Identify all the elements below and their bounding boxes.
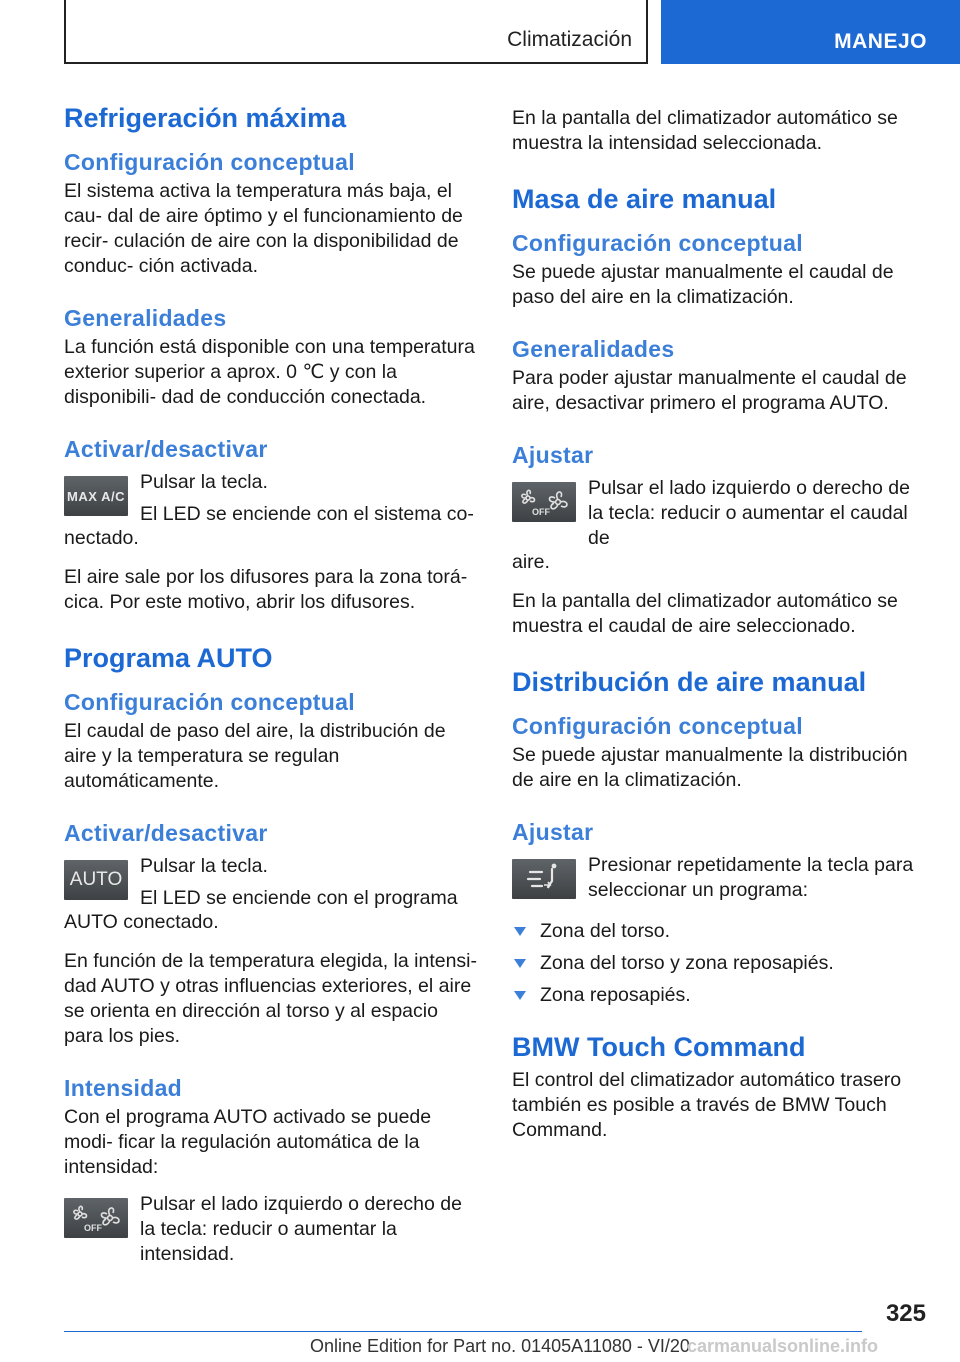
- paragraph-pulsar-1: Pulsar la tecla.: [140, 471, 268, 493]
- paragraph-funcion-temperatura: En función de la temperatura elegida, la intensi- dad AUTO y otras influencias exteriores, el aire se orienta en dirección al torso y al espacio para los pies.: [64, 950, 478, 1047]
- list-item-text: Zona del torso.: [540, 920, 671, 942]
- right-column: [512, 101, 928, 1143]
- paragraph-pulsar-lado-2: Pulsar el lado izquierdo o derecho de la tecla: reducir o aumentar el caudal de: [588, 477, 910, 549]
- max-ac-key-label: MAX A/C: [67, 488, 125, 504]
- header-section-title: Climatización: [507, 28, 632, 51]
- key-row-maxac: [64, 470, 480, 527]
- key-row-fan-2: [512, 476, 928, 551]
- paragraph-configuracion-4: Se puede ajustar manualmente la distribución de aire en la climatización.: [512, 744, 908, 791]
- page-number: 325: [885, 1300, 926, 1327]
- fan-key-icon-2: [512, 482, 576, 522]
- paragraph-configuracion-3: Se puede ajustar manualmente el caudal de paso del aire en la climatización.: [512, 261, 894, 308]
- subheading-configuracion-3: Configuración conceptual: [512, 230, 803, 256]
- list-item: [512, 983, 928, 1008]
- fan-key-off-label-2: OFF: [532, 507, 550, 517]
- paragraph-configuracion-1: El sistema activa la temperatura más baja, el cau- dal de aire óptimo y el funcionamiento de recir- culación de aire con la disponibilidad de conduc- ción activada.: [64, 180, 463, 277]
- paragraph-pantalla-1: En la pantalla del climatizador automático se muestra la intensidad seleccionada.: [512, 107, 898, 154]
- heading-distribucion-aire: Distribución de aire manual: [512, 667, 867, 697]
- subheading-configuracion-1: Configuración conceptual: [64, 149, 355, 175]
- air-distribution-icon: [512, 859, 576, 899]
- subheading-generalidades-2: Generalidades: [512, 336, 675, 362]
- subheading-configuracion-2: Configuración conceptual: [64, 689, 355, 715]
- paragraph-touch-command: El control del climatizador automático trasero también es posible a través de BMW Touch Command.: [512, 1069, 902, 1141]
- paragraph-led-1: El LED se enciende con el sistema co-: [140, 503, 474, 525]
- key-row-auto: [64, 854, 480, 911]
- paragraph-pulsar-2: Pulsar la tecla.: [140, 855, 268, 877]
- subheading-ajustar-1: Ajustar: [512, 442, 594, 468]
- subheading-ajustar-2: Ajustar: [512, 819, 594, 845]
- list-item-text: Zona reposapiés.: [540, 984, 691, 1006]
- paragraph-led-2-cont: AUTO conectado.: [64, 911, 219, 933]
- footer-divider: [64, 1331, 862, 1332]
- paragraph-led-1-cont: nectado.: [64, 527, 139, 549]
- fan-icon: [512, 482, 576, 522]
- auto-key-label: AUTO: [69, 869, 123, 890]
- fan-icon: [64, 1198, 128, 1238]
- key-row-fan-1: [64, 1192, 480, 1267]
- paragraph-aire-difusores: El aire sale por los difusores para la zona torá- cica. Por este motivo, abrir los difusores.: [64, 566, 468, 613]
- max-ac-key-icon: [64, 476, 128, 516]
- paragraph-generalidades-1: La función está disponible con una temperatura exterior superior a aprox. 0 ℃ y con la disponibili- dad de conducción conectada.: [64, 336, 475, 408]
- heading-refrigeracion-maxima: Refrigeración máxima: [64, 103, 347, 133]
- subheading-generalidades-1: Generalidades: [64, 305, 227, 331]
- fan-key-icon: [64, 1198, 128, 1238]
- heading-bmw-touch-command: BMW Touch Command: [512, 1032, 806, 1062]
- heading-programa-auto: Programa AUTO: [64, 643, 273, 673]
- subheading-activar-2: Activar/desactivar: [64, 820, 268, 846]
- paragraph-presionar: Presionar repetidamente la tecla para seleccionar un programa:: [588, 854, 914, 901]
- auto-key-icon: [64, 860, 128, 900]
- subheading-configuracion-4: Configuración conceptual: [512, 713, 803, 739]
- paragraph-pulsar-lado-2-cont: aire.: [512, 551, 550, 573]
- left-column: [64, 101, 480, 1274]
- triangle-bullet-icon: [514, 991, 526, 1000]
- footer-watermark: carmanualsonline.info: [687, 1336, 879, 1356]
- list-item: [512, 919, 928, 944]
- triangle-bullet-icon: [514, 959, 526, 968]
- footer-edition: Online Edition for Part no. 01405A11080 - VI/20: [310, 1336, 690, 1356]
- paragraph-led-2: El LED se enciende con el programa: [140, 887, 458, 909]
- air-distribution-key-icon: [512, 859, 576, 899]
- fan-key-off-label: OFF: [84, 1223, 102, 1233]
- paragraph-intensidad: Con el programa AUTO activado se puede modi- ficar la regulación automática de la intensidad:: [64, 1106, 432, 1178]
- header-section-box: [64, 0, 648, 64]
- subheading-activar-1: Activar/desactivar: [64, 436, 268, 462]
- paragraph-configuracion-2: El caudal de paso del aire, la distribución de aire y la temperatura se regulan automáticamente.: [64, 720, 446, 792]
- list-item: [512, 951, 928, 976]
- header-chapter-title: MANEJO: [834, 30, 927, 53]
- paragraph-pantalla-2: En la pantalla del climatizador automático se muestra el caudal de aire seleccionado.: [512, 590, 898, 637]
- triangle-bullet-icon: [514, 927, 526, 936]
- subheading-intensidad: Intensidad: [64, 1075, 183, 1101]
- list-item-text: Zona del torso y zona reposapiés.: [540, 952, 834, 974]
- paragraph-pulsar-lado-1: Pulsar el lado izquierdo o derecho de la tecla: reducir o aumentar la intensidad.: [140, 1193, 462, 1265]
- heading-masa-aire: Masa de aire manual: [512, 184, 777, 214]
- paragraph-generalidades-2: Para poder ajustar manualmente el caudal de aire, desactivar primero el programa AUTO.: [512, 367, 907, 414]
- header-chapter-tab: [661, 0, 960, 64]
- program-list: [512, 919, 928, 1008]
- key-row-distribution: [512, 853, 928, 903]
